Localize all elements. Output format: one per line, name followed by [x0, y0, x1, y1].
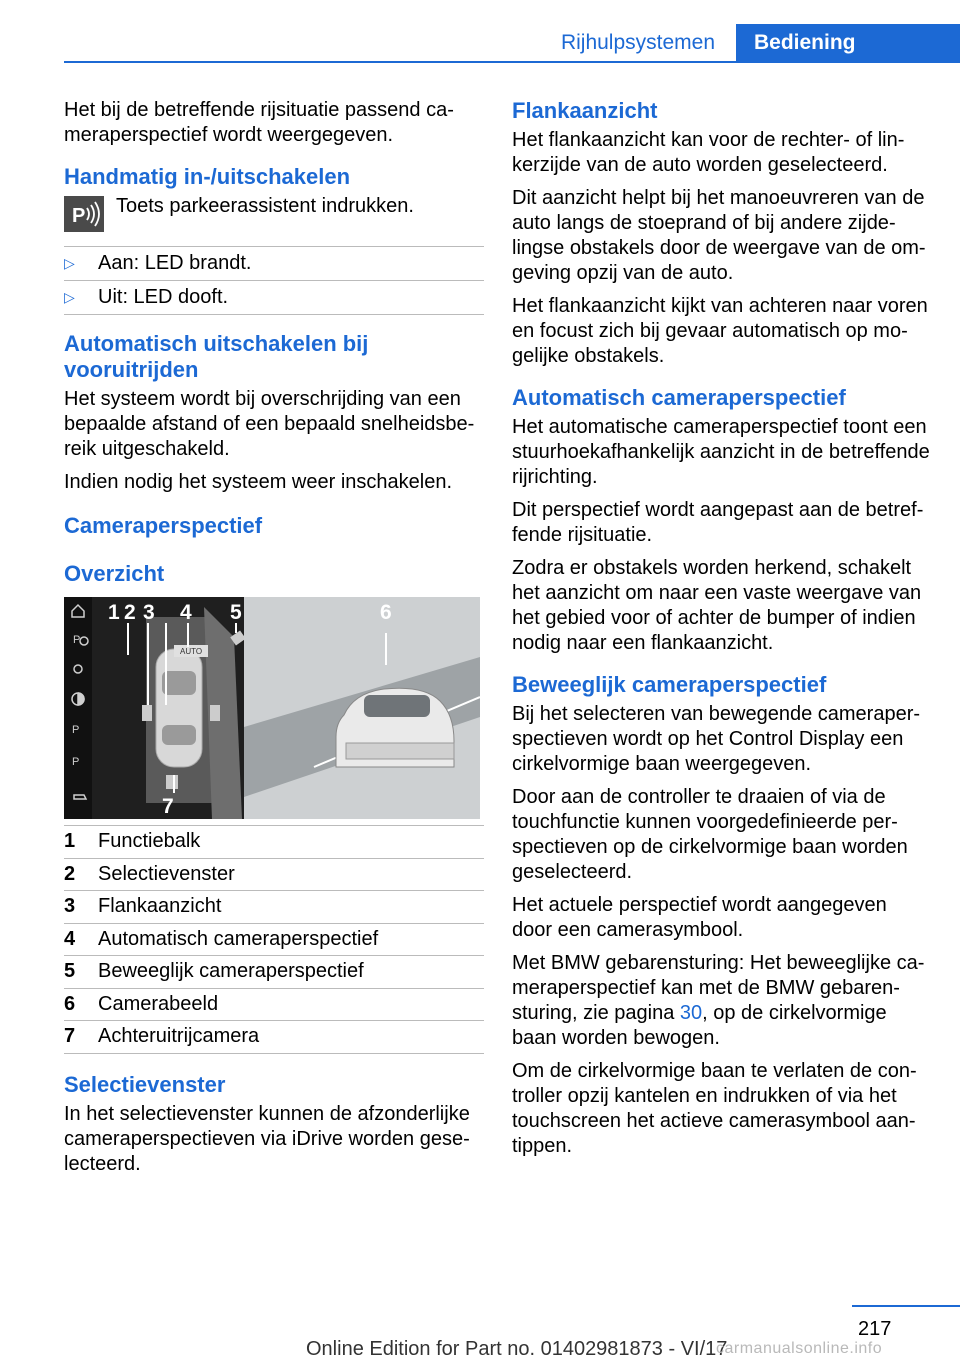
camera-overview-figure [64, 597, 480, 819]
legend-item [64, 956, 484, 989]
figure-callout-2: 2 [124, 601, 136, 624]
svg-text:P: P [72, 756, 80, 768]
gesture-text-end: , op de cirkelvormige baan worden bewogen. [512, 1002, 887, 1049]
bullet-text: Uit: LED dooft. [98, 286, 229, 308]
triangle-bullet-icon: ▷ [64, 289, 75, 305]
movable-paragraph: Bij het selecteren van bewegende cameraperspectieven wordt op het Control Display een cirkelvormige baan weergegeven. [512, 703, 921, 775]
watermark: carmanualsonline.info [716, 1340, 883, 1357]
movable-paragraph-5: Om de cirkelvormige baan te verlaten de controller opzij kantelen en indrukken of via het touchscreen het actieve camerasymbool aantippen. [512, 1060, 917, 1157]
auto-camera-paragraph-3: Zodra er obstakels worden herkend, schakelt het aanzicht om naar een vaste weergave van het gebied voor of achter de bumper of indien nodig naar een flankaanzicht. [512, 557, 922, 654]
list-item [64, 247, 484, 281]
legend-label: Camerabeeld [98, 992, 219, 1015]
figure-callout-4: 4 [180, 601, 192, 624]
heading-camera: Cameraperspectief [64, 513, 263, 538]
legend-number: 6 [64, 992, 76, 1015]
park-assist-button-icon [64, 196, 104, 232]
gesture-text: Met BMW gebarensturing: Het beweeglijke cameraperspectief kan met de BMW gebarensturing, zie pagina [512, 952, 925, 1024]
legend-label: Achteruitrijcamera [98, 1025, 260, 1047]
movable-paragraph-3: Het actuele perspectief wordt aangegeven door een camerasymbool. [512, 894, 887, 941]
page-link[interactable]: 30 [679, 1002, 703, 1024]
intro-paragraph: Het bij de betreffende rijsituatie passend cameraperspectief wordt weergegeven. [64, 99, 454, 146]
svg-text:P: P [72, 724, 80, 736]
auto-badge: AUTO [180, 647, 203, 656]
led-bullet-list [64, 246, 484, 315]
heading-overview: Overzicht [64, 561, 165, 586]
footer-rule [852, 1305, 960, 1307]
car-topview-icon [156, 649, 202, 767]
manual-instruction [64, 194, 484, 234]
heading-manual: Handmatig in-/uitschakelen [64, 164, 351, 189]
header-rule [64, 61, 960, 63]
auto-camera-paragraph-2: Dit perspectief wordt aangepast aan de betreffende rijsituatie. [512, 499, 924, 546]
svg-text:P: P [73, 634, 81, 646]
legend-label: Automatisch cameraperspectief [98, 927, 379, 950]
triangle-bullet-icon: ▷ [64, 255, 75, 271]
left-column [64, 98, 484, 1185]
flank-paragraph: Het flankaanzicht kan voor de rechter- of linkerzijde van de auto worden geselecteerd. [512, 129, 905, 176]
selection-paragraph: In het selectievenster kunnen de afzonderlijke cameraperspectieven via iDrive worden geselecteerd. [64, 1102, 470, 1175]
heading-selection: Selectievenster [64, 1071, 226, 1097]
legend-number: 7 [64, 1025, 76, 1047]
auto-off-paragraph-2: Indien nodig het systeem weer inschakelen. [64, 471, 453, 493]
list-item [64, 281, 484, 315]
page-number: 217 [858, 1318, 892, 1340]
tab-section[interactable]: Rijhulpsystemen [560, 31, 716, 54]
svg-text:P: P [72, 205, 86, 227]
heading-auto-off: Automatisch uitschakelen bij vooruitrijden [64, 331, 369, 382]
legend-label: Selectievenster [98, 862, 235, 885]
legend-item [64, 859, 484, 892]
legend-number: 2 [64, 862, 76, 885]
flank-paragraph-2: Dit aanzicht helpt bij het manoeuvreren van de auto langs de stoeprand of bij andere zijdelingse obstakels door de weergave van de omgeving opzij van de auto. [512, 187, 926, 284]
auto-off-paragraph: Het systeem wordt bij overschrijding van een bepaalde afstand of een bepaald snelheidsbereik uitgeschakeld. [64, 388, 475, 460]
manual-text: Toets parkeerassistent indrukken. [116, 195, 414, 217]
legend-number: 4 [64, 927, 76, 950]
figure-callout-7: 7 [162, 795, 174, 818]
flank-paragraph-3: Het flankaanzicht kijkt van achteren naar voren en focust zich bij gevaar automatisch op mogelijke obstakels. [512, 295, 928, 367]
figure-callout-1: 1 [108, 601, 120, 624]
legend-label: Functiebalk [98, 830, 201, 852]
legend-number: 5 [64, 960, 76, 982]
heading-auto-camera: Automatisch cameraperspectief [512, 385, 846, 410]
figure-legend [64, 825, 484, 1054]
heading-flank: Flankaanzicht [512, 98, 658, 123]
figure-callout-5: 5 [230, 601, 242, 624]
tab-active[interactable]: Bediening [736, 24, 960, 61]
legend-item [64, 826, 484, 859]
legend-item [64, 1021, 484, 1054]
movable-paragraph-2: Door aan de controller te draaien of via de touchfunctie kunnen voorgedefinieerde perspectieven op de cirkelvormige baan worden geselecteerd. [512, 786, 908, 883]
auto-camera-paragraph: Het automatische cameraperspectief toont een stuurhoekafhankelijk aanzicht in de betreffende rijrichting. [512, 416, 930, 488]
legend-number: 3 [64, 895, 76, 917]
legend-item [64, 924, 484, 957]
bullet-text: Aan: LED brandt. [98, 252, 252, 274]
movable-paragraph-4 [512, 951, 932, 1051]
heading-movable-camera: Beweeglijk cameraperspectief [512, 672, 827, 697]
legend-label: Beweeglijk cameraperspectief [98, 960, 364, 982]
edition-footer: Online Edition for Part no. 01402981873 - VI/17 [306, 1338, 728, 1360]
right-column [512, 98, 932, 1167]
legend-item [64, 891, 484, 924]
figure-callout-3: 3 [143, 601, 155, 624]
legend-label: Flankaanzicht [98, 895, 222, 917]
legend-item [64, 989, 484, 1022]
legend-number: 1 [64, 830, 76, 852]
figure-callout-6: 6 [380, 601, 392, 624]
